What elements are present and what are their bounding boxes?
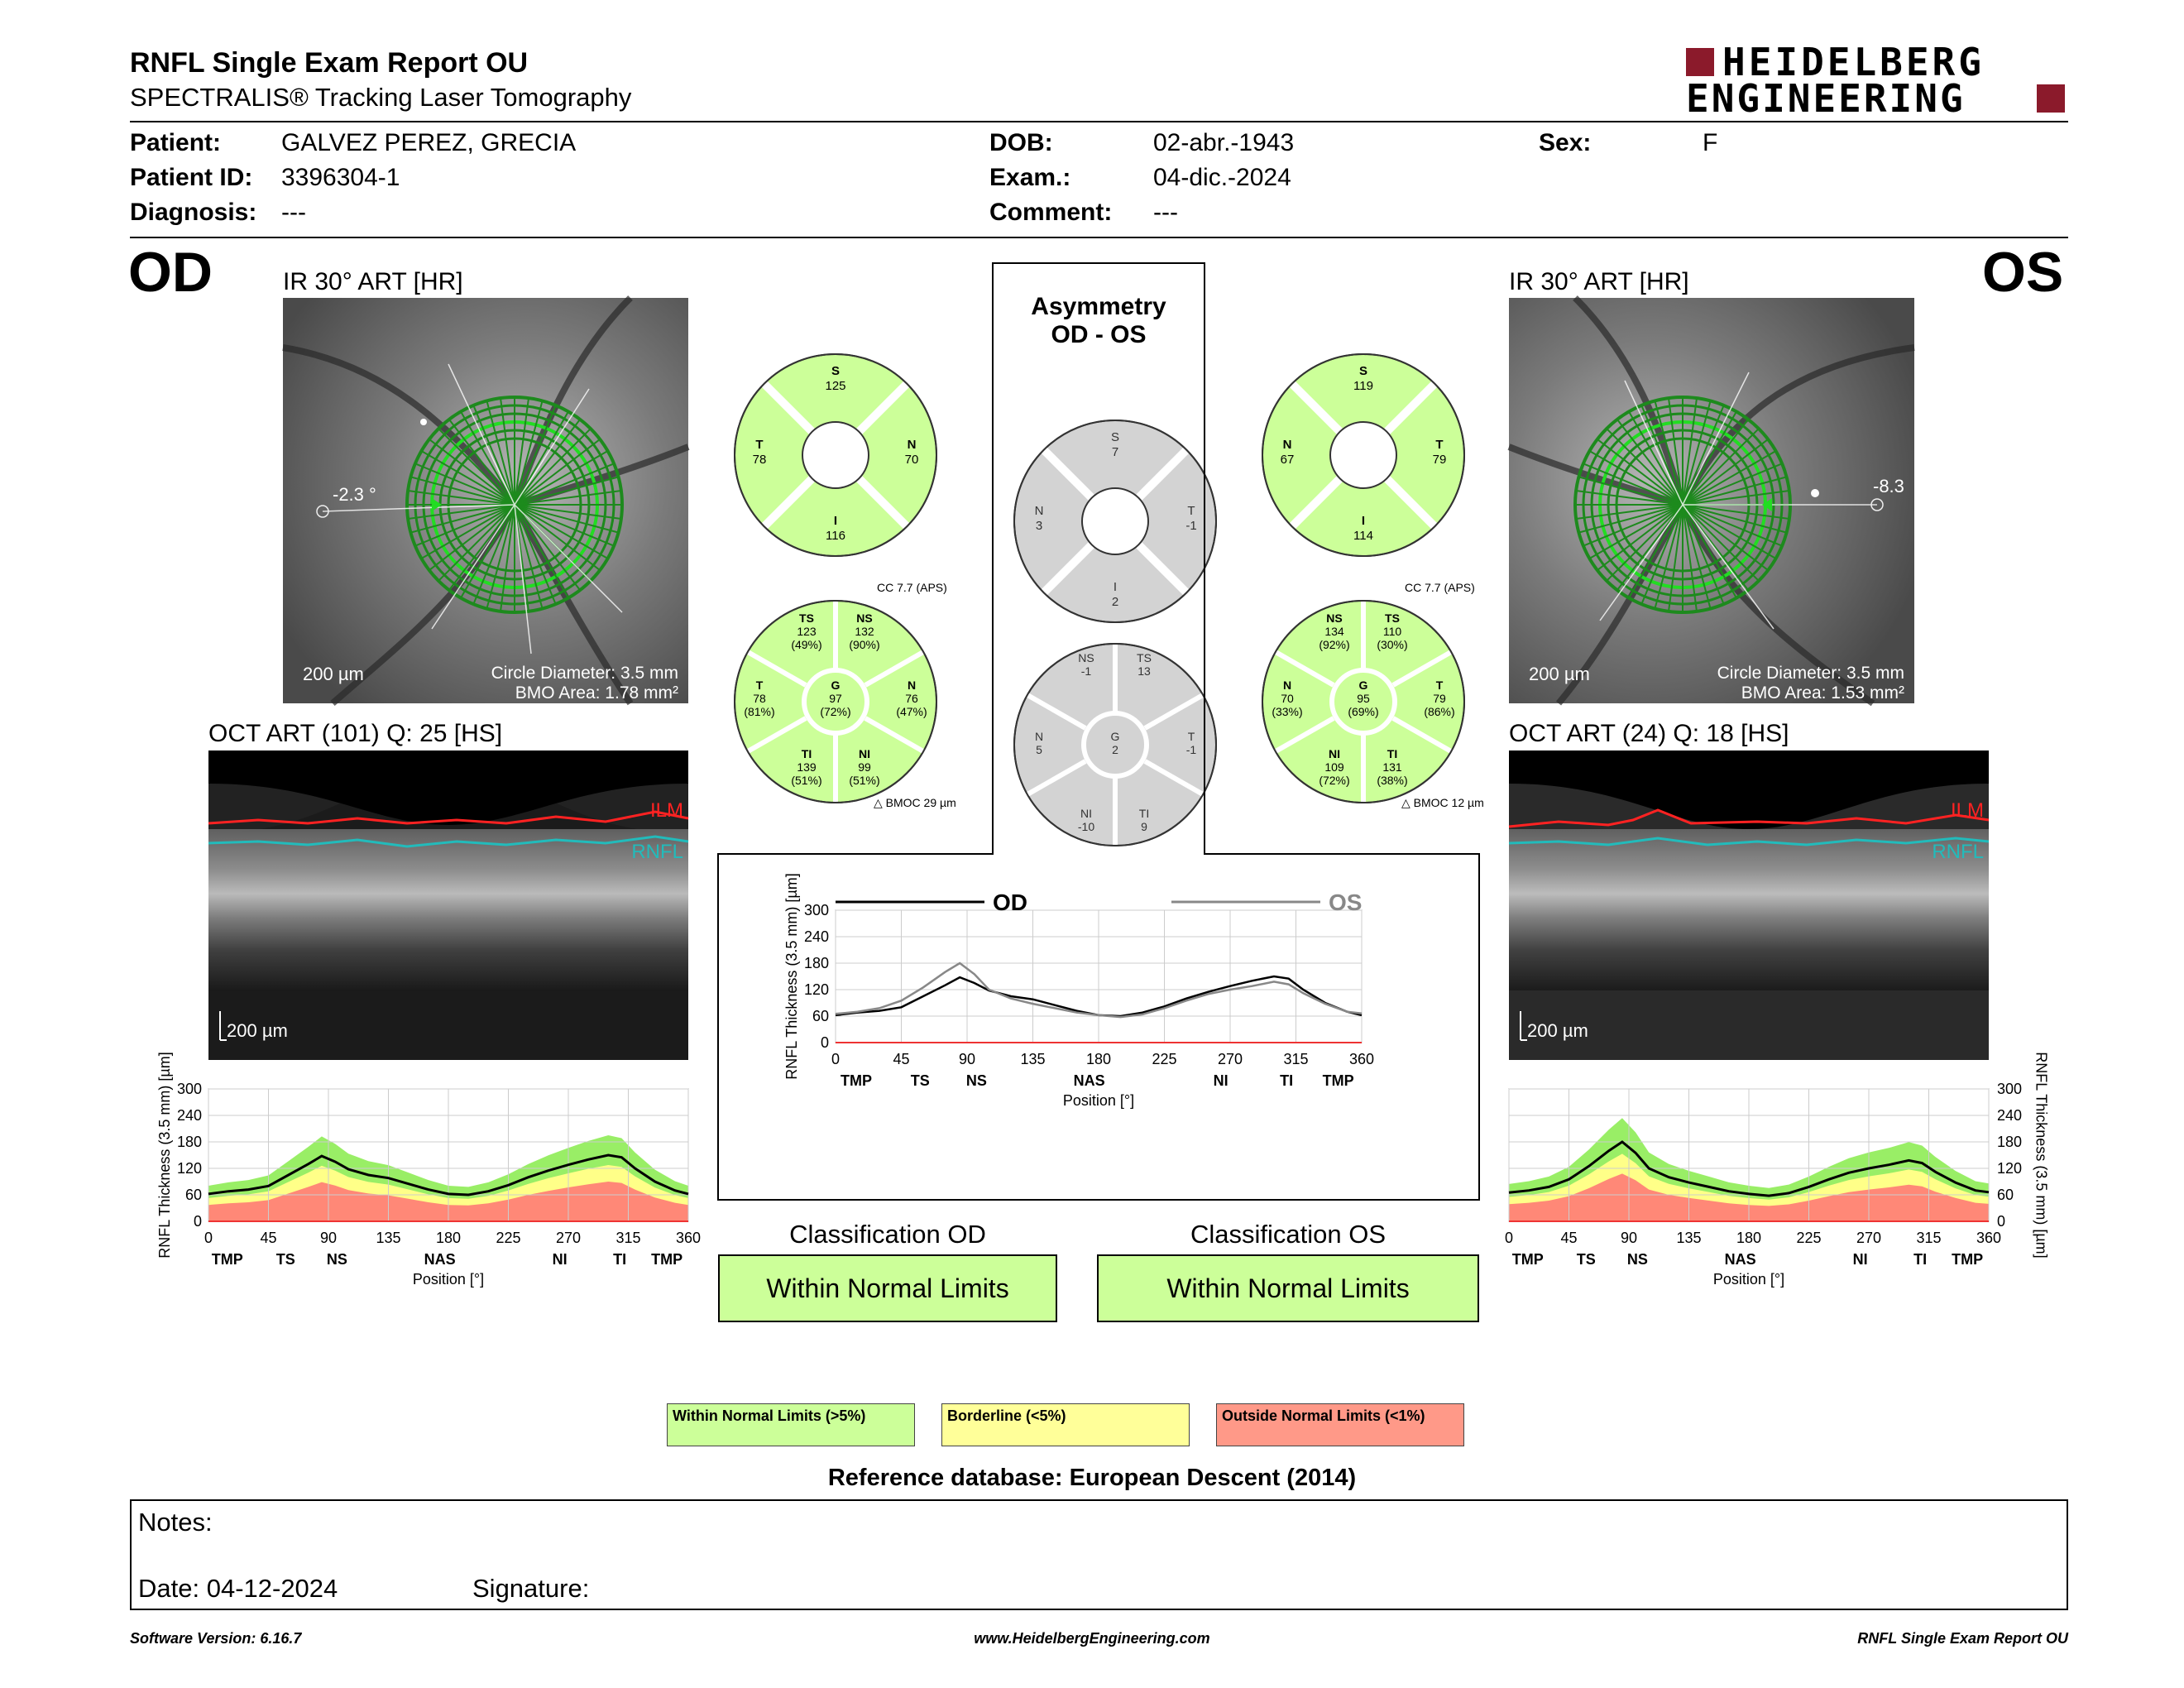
classification-od-value: Within Normal Limits bbox=[718, 1254, 1057, 1322]
patient-id: 3396304-1 bbox=[281, 164, 400, 191]
svg-text:G: G bbox=[1110, 730, 1120, 743]
patient-label: Patient: bbox=[130, 129, 222, 156]
x-tick-label: 135 bbox=[376, 1230, 401, 1246]
svg-text:T: T bbox=[1435, 438, 1444, 452]
svg-text:TI: TI bbox=[1138, 807, 1150, 820]
y-axis-label: RNFL Thickness (3.5 mm) [µm] bbox=[2033, 1052, 2050, 1259]
signature-label: Signature: bbox=[472, 1574, 590, 1603]
sector-label: TI bbox=[1280, 1072, 1294, 1089]
patient-id-label: Patient ID: bbox=[130, 164, 253, 191]
svg-text:78: 78 bbox=[753, 692, 766, 705]
x-tick-label: 45 bbox=[1560, 1230, 1578, 1246]
x-tick-label: 315 bbox=[615, 1230, 641, 1246]
svg-text:G: G bbox=[1358, 679, 1368, 692]
asym-i-value: 2 bbox=[1111, 595, 1119, 609]
svg-text:NI: NI bbox=[1080, 807, 1092, 820]
x-tick-label: 270 bbox=[555, 1230, 582, 1246]
y-tick-label: 60 bbox=[184, 1187, 202, 1203]
svg-text:(69%): (69%) bbox=[1348, 705, 1379, 718]
x-tick-label: 225 bbox=[496, 1230, 521, 1246]
sector-label: TMP bbox=[1511, 1251, 1544, 1268]
svg-text:(72%): (72%) bbox=[820, 705, 851, 718]
y-tick-label: 180 bbox=[1997, 1134, 2023, 1150]
patient-name: GALVEZ PEREZ, GRECIA bbox=[281, 129, 577, 156]
classification-os-value: Within Normal Limits bbox=[1097, 1254, 1479, 1322]
os-angle-label: -8.3 bbox=[1873, 476, 1904, 496]
classification-od-label: Classification OD bbox=[789, 1220, 986, 1249]
x-tick-label: 45 bbox=[260, 1230, 277, 1246]
eye-label-od: OD bbox=[128, 241, 213, 304]
svg-text:97: 97 bbox=[829, 692, 842, 705]
svg-text:70: 70 bbox=[1281, 692, 1294, 705]
report-title: RNFL Single Exam Report OU bbox=[130, 47, 529, 79]
svg-text:N: N bbox=[907, 438, 917, 452]
os-cc-label: CC 7.7 (APS) bbox=[1405, 581, 1475, 594]
sector-label: NI bbox=[1852, 1251, 1868, 1268]
sector-label: TMP bbox=[1952, 1251, 1984, 1268]
svg-text:(86%): (86%) bbox=[1424, 705, 1455, 718]
svg-text:I: I bbox=[833, 514, 838, 528]
dob-value: 02-abr.-1943 bbox=[1153, 129, 1295, 156]
asymmetry-title: Asymmetry OD - OS bbox=[1031, 293, 1166, 348]
heidelberg-logo: HEIDELBERG ENGINEERING bbox=[1686, 45, 2068, 117]
sector-label: NAS bbox=[424, 1251, 456, 1268]
os-rnfl-profile-chart bbox=[1502, 1052, 2065, 1316]
od-sector-6 bbox=[728, 594, 943, 809]
os-oct-caption: OCT ART (24) Q: 18 [HS] bbox=[1509, 720, 1789, 747]
svg-text:79: 79 bbox=[1433, 692, 1446, 705]
x-tick-label: 0 bbox=[204, 1230, 213, 1246]
svg-text:NI: NI bbox=[859, 747, 870, 760]
x-tick-label: 135 bbox=[1020, 1051, 1046, 1067]
x-tick-label: 225 bbox=[1152, 1051, 1177, 1067]
sector-label: TI bbox=[1913, 1251, 1928, 1268]
y-tick-label: 120 bbox=[803, 981, 829, 998]
ou-comparison-chart bbox=[761, 873, 1375, 1142]
sector-label: NI bbox=[552, 1251, 568, 1268]
os-i-value: 114 bbox=[1353, 529, 1373, 543]
svg-text:99: 99 bbox=[858, 760, 871, 774]
y-tick-label: 300 bbox=[1997, 1081, 2023, 1097]
x-tick-label: 90 bbox=[319, 1230, 338, 1246]
od-scale-label: 200 µm bbox=[303, 664, 364, 684]
y-tick-label: 0 bbox=[193, 1213, 202, 1230]
os-bmoc-label: △ BMOC 12 µm bbox=[1401, 796, 1484, 809]
legend-entry: OS bbox=[1329, 890, 1363, 915]
x-tick-label: 135 bbox=[1676, 1230, 1702, 1246]
svg-text:(51%): (51%) bbox=[849, 774, 880, 787]
svg-text:123: 123 bbox=[797, 625, 817, 638]
y-tick-label: 120 bbox=[1997, 1160, 2023, 1177]
svg-text:(51%): (51%) bbox=[791, 774, 822, 787]
reference-database: Reference database: European Descent (2014) bbox=[827, 1465, 1357, 1491]
od-bmoc-label: △ BMOC 29 µm bbox=[874, 796, 956, 809]
os-s-value: 119 bbox=[1353, 379, 1373, 393]
svg-text:TS: TS bbox=[1137, 651, 1152, 664]
svg-text:2: 2 bbox=[1112, 743, 1118, 756]
svg-text:T: T bbox=[755, 438, 764, 452]
sector-label: TS bbox=[910, 1072, 930, 1089]
report-subtitle: SPECTRALIS® Tracking Laser Tomography bbox=[130, 83, 632, 112]
legend-entry: OD bbox=[993, 890, 1027, 915]
asym-sector-6 bbox=[1008, 637, 1223, 852]
svg-text:N: N bbox=[907, 679, 917, 692]
sector-label: TMP bbox=[1322, 1072, 1354, 1089]
od-i-value: 116 bbox=[826, 529, 845, 543]
os-rnfl-label: RNFL bbox=[1932, 841, 1984, 863]
os-oct-scale: 200 µm bbox=[1527, 1020, 1588, 1041]
svg-text:TI: TI bbox=[1387, 747, 1398, 760]
svg-text:N: N bbox=[1282, 679, 1292, 692]
svg-text:-1: -1 bbox=[1080, 664, 1092, 678]
svg-text:S: S bbox=[831, 364, 841, 378]
sector-label: TMP bbox=[211, 1251, 243, 1268]
x-tick-label: 0 bbox=[831, 1051, 841, 1067]
svg-text:TS: TS bbox=[799, 611, 814, 625]
os-t-value: 79 bbox=[1432, 453, 1447, 467]
od-oct-scale: 200 µm bbox=[227, 1020, 288, 1041]
comment-label: Comment: bbox=[989, 199, 1113, 226]
od-bmo-area: BMO Area: 1.78 mm² bbox=[515, 683, 678, 703]
x-tick-label: 180 bbox=[435, 1230, 462, 1246]
os-circle-diameter: Circle Diameter: 3.5 mm bbox=[1717, 664, 1904, 683]
legend-wnl: Within Normal Limits (>5%) bbox=[667, 1403, 915, 1446]
svg-text:5: 5 bbox=[1036, 743, 1042, 756]
svg-text:T: T bbox=[1187, 730, 1195, 743]
x-tick-label: 360 bbox=[1348, 1051, 1375, 1067]
os-sector-6 bbox=[1256, 594, 1471, 809]
asym-t-value: -1 bbox=[1185, 519, 1197, 533]
legend-borderline: Borderline (<5%) bbox=[941, 1403, 1190, 1446]
svg-text:(33%): (33%) bbox=[1272, 705, 1303, 718]
exam-value: 04-dic.-2024 bbox=[1153, 164, 1291, 191]
svg-text:139: 139 bbox=[797, 760, 817, 774]
svg-text:N: N bbox=[1034, 730, 1044, 743]
sector-label: NS bbox=[965, 1072, 987, 1089]
comment-value: --- bbox=[1153, 199, 1178, 226]
svg-text:TS: TS bbox=[1385, 611, 1400, 625]
svg-text:(92%): (92%) bbox=[1319, 638, 1350, 651]
y-tick-label: 60 bbox=[1997, 1187, 2014, 1203]
svg-text:(90%): (90%) bbox=[849, 638, 880, 651]
svg-text:134: 134 bbox=[1324, 625, 1344, 638]
svg-text:NS: NS bbox=[856, 611, 873, 625]
diagnosis-value: --- bbox=[281, 199, 306, 226]
svg-text:N: N bbox=[1282, 438, 1292, 452]
notes-box[interactable] bbox=[130, 1499, 2068, 1610]
od-n-value: 70 bbox=[904, 453, 919, 467]
sex-label: Sex: bbox=[1539, 129, 1592, 156]
svg-text:(47%): (47%) bbox=[896, 705, 927, 718]
od-rnfl-label: RNFL bbox=[631, 841, 683, 863]
asym-s-value: 7 bbox=[1111, 445, 1119, 459]
notes-label: Notes: bbox=[138, 1508, 213, 1537]
os-scale-label: 200 µm bbox=[1529, 664, 1590, 684]
date-label: Date: 04-12-2024 bbox=[138, 1574, 338, 1603]
svg-text:NI: NI bbox=[1329, 747, 1340, 760]
svg-text:95: 95 bbox=[1357, 692, 1370, 705]
classification-os-label: Classification OS bbox=[1190, 1220, 1387, 1249]
svg-text:S: S bbox=[1358, 364, 1368, 378]
od-ir-caption: IR 30° ART [HR] bbox=[283, 268, 463, 295]
os-ilm-label: ILM bbox=[1950, 799, 1984, 822]
svg-text:T: T bbox=[1187, 504, 1195, 518]
svg-text:131: 131 bbox=[1382, 760, 1402, 774]
od-cc-label: CC 7.7 (APS) bbox=[877, 581, 947, 594]
sector-label: TMP bbox=[651, 1251, 683, 1268]
y-tick-label: 120 bbox=[176, 1160, 202, 1177]
x-tick-label: 180 bbox=[1736, 1230, 1762, 1246]
diagnosis-label: Diagnosis: bbox=[130, 199, 257, 226]
x-tick-label: 360 bbox=[675, 1230, 702, 1246]
svg-text:NS: NS bbox=[1326, 611, 1343, 625]
y-tick-label: 240 bbox=[1997, 1107, 2023, 1124]
x-tick-label: 360 bbox=[1976, 1230, 2002, 1246]
svg-text:I: I bbox=[1361, 514, 1366, 528]
x-axis-label: Position [°] bbox=[1712, 1271, 1785, 1288]
y-tick-label: 240 bbox=[803, 928, 829, 945]
od-oct-bscan bbox=[208, 750, 688, 1060]
svg-text:-10: -10 bbox=[1077, 820, 1095, 833]
svg-text:13: 13 bbox=[1138, 664, 1151, 678]
y-tick-label: 300 bbox=[176, 1081, 202, 1097]
svg-text:(72%): (72%) bbox=[1319, 774, 1350, 787]
asym-n-value: 3 bbox=[1035, 519, 1043, 533]
x-tick-label: 315 bbox=[1283, 1051, 1309, 1067]
y-axis-label: RNFL Thickness (3.5 mm) [µm] bbox=[156, 1052, 174, 1259]
y-tick-label: 60 bbox=[812, 1008, 829, 1024]
sector-label: TS bbox=[1576, 1251, 1596, 1268]
os-sector-4 bbox=[1256, 348, 1471, 563]
x-tick-label: 45 bbox=[893, 1051, 910, 1067]
svg-text:S: S bbox=[1110, 430, 1120, 444]
svg-text:(30%): (30%) bbox=[1377, 638, 1408, 651]
sector-label: NS bbox=[326, 1251, 347, 1268]
x-tick-label: 315 bbox=[1916, 1230, 1942, 1246]
eye-label-os: OS bbox=[1982, 241, 2064, 304]
od-ilm-label: ILM bbox=[649, 799, 683, 822]
od-rnfl-profile-chart bbox=[132, 1052, 702, 1316]
svg-text:T: T bbox=[1435, 679, 1444, 692]
sector-label: NAS bbox=[1724, 1251, 1756, 1268]
sector-label: TMP bbox=[840, 1072, 872, 1089]
sector-label: NAS bbox=[1073, 1072, 1105, 1089]
svg-text:(81%): (81%) bbox=[744, 705, 775, 718]
asym-sector-4 bbox=[1008, 414, 1223, 629]
x-tick-label: 270 bbox=[1217, 1051, 1243, 1067]
svg-text:76: 76 bbox=[905, 692, 918, 705]
x-tick-label: 225 bbox=[1796, 1230, 1822, 1246]
y-axis-label: RNFL Thickness (3.5 mm) [µm] bbox=[783, 873, 801, 1080]
svg-text:T: T bbox=[755, 679, 764, 692]
svg-text:-1: -1 bbox=[1185, 743, 1197, 756]
y-tick-label: 180 bbox=[176, 1134, 202, 1150]
svg-text:109: 109 bbox=[1324, 760, 1344, 774]
os-oct-bscan bbox=[1509, 750, 1989, 1060]
sector-label: NS bbox=[1626, 1251, 1648, 1268]
x-tick-label: 90 bbox=[958, 1051, 976, 1067]
od-t-value: 78 bbox=[752, 453, 767, 467]
svg-text:NS: NS bbox=[1078, 651, 1094, 664]
y-tick-label: 0 bbox=[820, 1034, 829, 1051]
os-fundus-image bbox=[1509, 298, 1914, 703]
x-tick-label: 180 bbox=[1085, 1051, 1112, 1067]
x-axis-label: Position [°] bbox=[1062, 1092, 1135, 1109]
y-tick-label: 0 bbox=[1997, 1213, 2006, 1230]
svg-text:G: G bbox=[831, 679, 841, 692]
x-tick-label: 0 bbox=[1504, 1230, 1514, 1246]
svg-text:I: I bbox=[1113, 580, 1118, 594]
sector-label: TI bbox=[613, 1251, 627, 1268]
y-tick-label: 180 bbox=[803, 955, 829, 971]
od-circle-diameter: Circle Diameter: 3.5 mm bbox=[491, 664, 678, 683]
os-n-value: 67 bbox=[1280, 453, 1295, 467]
svg-text:TI: TI bbox=[801, 747, 812, 760]
dob-label: DOB: bbox=[989, 129, 1053, 156]
svg-text:(38%): (38%) bbox=[1377, 774, 1408, 787]
software-version: Software Version: 6.16.7 bbox=[130, 1630, 302, 1647]
os-bmo-area: BMO Area: 1.53 mm² bbox=[1741, 683, 1904, 703]
svg-text:132: 132 bbox=[855, 625, 874, 638]
svg-text:110: 110 bbox=[1382, 625, 1402, 638]
exam-label: Exam.: bbox=[989, 164, 1071, 191]
sex-value: F bbox=[1703, 129, 1718, 156]
svg-text:(49%): (49%) bbox=[791, 638, 822, 651]
sector-label: TS bbox=[275, 1251, 295, 1268]
x-axis-label: Position [°] bbox=[412, 1271, 485, 1288]
x-tick-label: 90 bbox=[1620, 1230, 1638, 1246]
od-s-value: 125 bbox=[825, 379, 846, 393]
y-tick-label: 240 bbox=[176, 1107, 202, 1124]
svg-text:9: 9 bbox=[1141, 820, 1147, 833]
y-tick-label: 300 bbox=[803, 902, 829, 918]
legend-onl: Outside Normal Limits (<1%) bbox=[1216, 1403, 1464, 1446]
od-sector-4 bbox=[728, 348, 943, 563]
od-oct-caption: OCT ART (101) Q: 25 [HS] bbox=[208, 720, 503, 747]
od-angle-label: -2.3 ° bbox=[333, 484, 376, 505]
svg-text:N: N bbox=[1034, 504, 1044, 518]
od-fundus-image bbox=[283, 298, 688, 703]
x-tick-label: 270 bbox=[1856, 1230, 1882, 1246]
footer-report-name: RNFL Single Exam Report OU bbox=[1857, 1630, 2068, 1647]
sector-label: NI bbox=[1213, 1072, 1228, 1089]
website-link[interactable]: www.HeidelbergEngineering.com bbox=[974, 1630, 1210, 1647]
os-ir-caption: IR 30° ART [HR] bbox=[1509, 268, 1689, 295]
